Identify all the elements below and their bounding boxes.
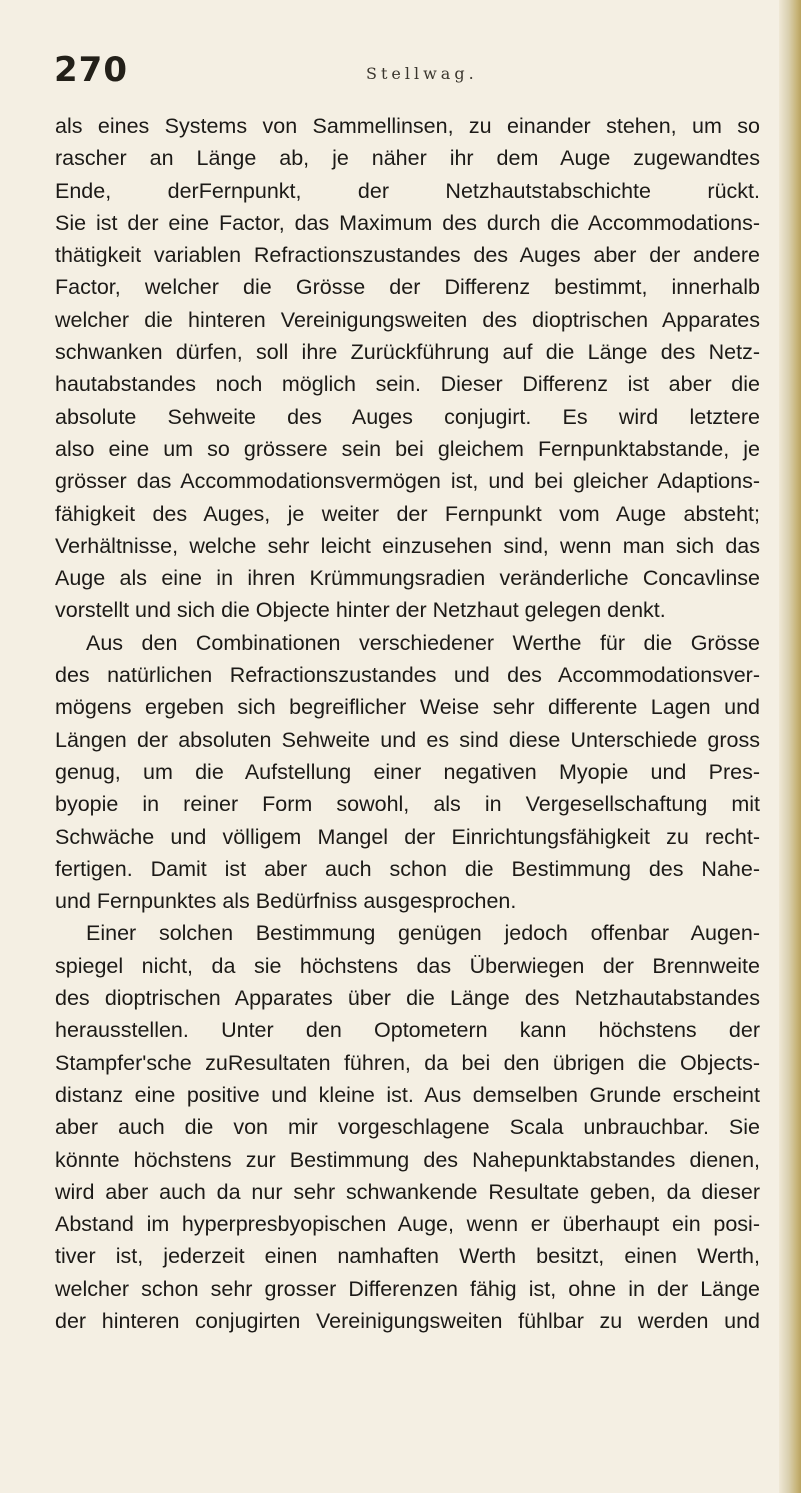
text-line: des natürlichen Refractionszustandes und des Accommodationsver- <box>55 663 760 688</box>
text-line: spiegel nicht, da sie höchstens das Überwiegen der Brennweite <box>55 953 760 978</box>
text-line: herausstellen. Unter den Optometern kann höchstens der <box>55 1018 760 1043</box>
text-line: vorstellt und sich die Objecte hinter der Netzhaut gelegen denkt. <box>55 598 666 623</box>
page-header <box>54 50 754 100</box>
text-line: grösser das Accommodationsvermögen ist, und bei gleicher Adaptions- <box>55 469 760 494</box>
text-line: fähigkeit des Auges, je weiter der Fernpunkt vom Auge absteht; <box>55 501 760 526</box>
text-line: absolute Sehweite des Auges conjugirt. Es wird letztere <box>55 404 760 429</box>
paragraph-start-line: Aus den Combinationen verschiedener Werthe für die Grösse <box>86 630 760 655</box>
text-line: rascher an Länge ab, je näher ihr dem Auge zugewandtes <box>55 146 760 171</box>
text-line: aber auch die von mir vorgeschlagene Scala unbrauchbar. Sie <box>55 1115 760 1140</box>
text-line: Schwäche und völligem Mangel der Einrichtungsfähigkeit zu recht- <box>55 824 760 849</box>
text-line: der hinteren conjugirten Vereinigungsweiten fühlbar zu werden und <box>55 1308 760 1333</box>
text-line: könnte höchstens zur Bestimmung des Nahepunktabstandes dienen, <box>55 1147 760 1172</box>
text-line: des dioptrischen Apparates über die Länge des Netzhautabstandes <box>55 986 760 1011</box>
text-line: Auge als eine in ihren Krümmungsradien veränderliche Concavlinse <box>55 566 760 591</box>
text-line: schwanken dürfen, soll ihre Zurückführung auf die Länge des Netz- <box>55 340 760 365</box>
text-line: Stampfer'sche zuResultaten führen, da bei den übrigen die Objects- <box>55 1050 760 1075</box>
page-edge-shadow <box>779 0 801 1493</box>
text-line: Verhältnisse, welche sehr leicht einzusehen sind, wenn man sich das <box>55 533 760 558</box>
text-line: mögens ergeben sich begreiflicher Weise sehr differente Lagen und <box>55 695 760 720</box>
text-line: fertigen. Damit ist aber auch schon die Bestimmung des Nahe- <box>55 856 760 881</box>
text-line: genug, um die Aufstellung einer negativen Myopie und Pres- <box>55 759 760 784</box>
text-line: als eines Systems von Sammellinsen, zu einander stehen, um so <box>55 114 760 138</box>
text-line: also eine um so grössere sein bei gleichem Fernpunktabstande, je <box>55 436 760 461</box>
text-line: welcher schon sehr grosser Differenzen fähig ist, ohne in der Länge <box>55 1276 760 1301</box>
text-line: Längen der absoluten Sehweite und es sind diese Unterschiede gross <box>55 727 760 752</box>
text-line: thätigkeit variablen Refractionszustandes des Auges aber der andere <box>55 243 760 268</box>
text-line: Abstand im hyperpresbyopischen Auge, wenn er überhaupt ein posi- <box>55 1212 760 1237</box>
text-line: byopie in reiner Form sowohl, als in Vergesellschaftung mit <box>55 792 760 817</box>
running-head: Stellwag. <box>366 64 478 83</box>
text-line: hautabstandes noch möglich sein. Dieser Differenz ist aber die <box>55 372 760 397</box>
text-line: tiver ist, jederzeit einen namhaften Werth besitzt, einen Werth, <box>55 1244 760 1269</box>
body-text <box>55 110 760 1337</box>
text-line: und Fernpunktes als Bedürfniss ausgesprochen. <box>55 889 517 914</box>
page-number: 270 <box>54 50 128 90</box>
paragraph-start-line: Einer solchen Bestimmung genügen jedoch offenbar Augen- <box>86 921 760 946</box>
text-line: Factor, welcher die Grösse der Differenz bestimmt, innerhalb <box>55 275 760 300</box>
text-line: welcher die hinteren Vereinigungsweiten des dioptrischen Apparates <box>55 307 760 332</box>
text-line: Ende, derFernpunkt, der Netzhautstabschichte rückt. <box>55 178 760 203</box>
text-line: wird aber auch da nur sehr schwankende Resultate geben, da dieser <box>55 1179 760 1204</box>
text-line: Sie ist der eine Factor, das Maximum des durch die Accommodations- <box>55 210 760 235</box>
text-line: distanz eine positive und kleine ist. Aus demselben Grunde erscheint <box>55 1082 760 1107</box>
